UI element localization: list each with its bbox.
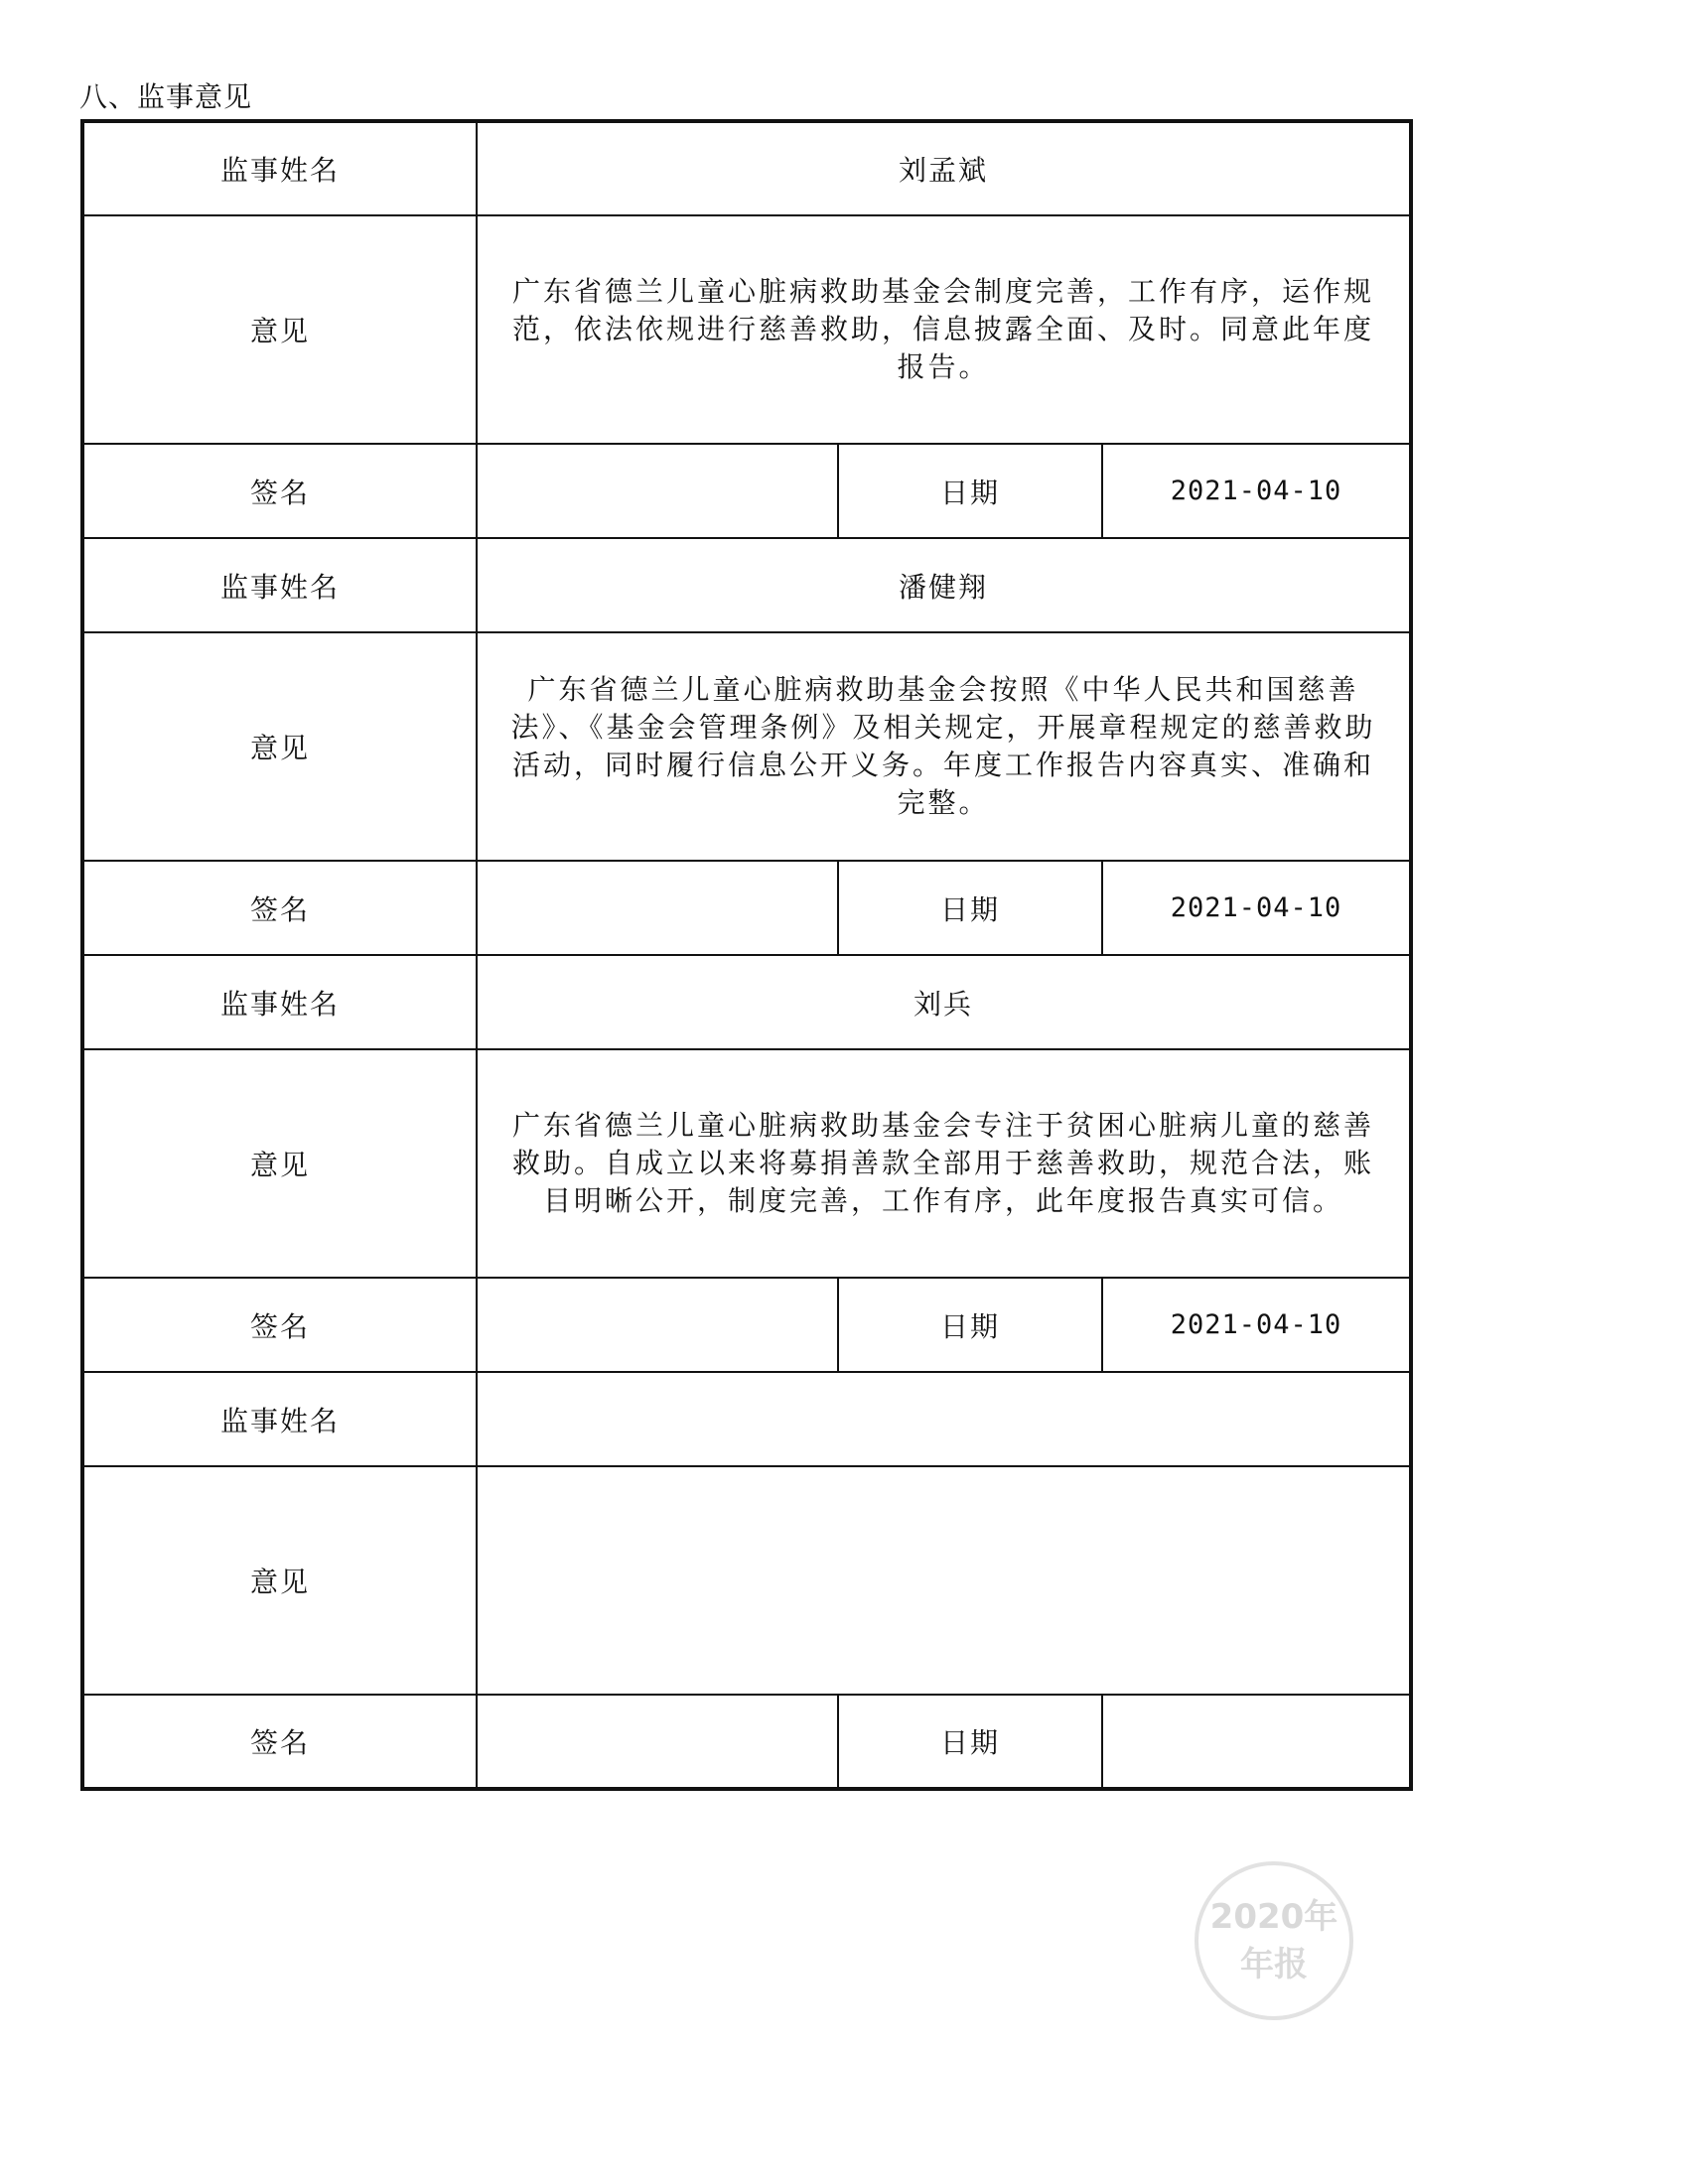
supervisor-name-label: 监事姓名 [82,121,477,215]
supervisor-1-name: 刘孟斌 [477,121,1411,215]
opinion-label: 意见 [82,1049,477,1278]
supervisor-3-date: 2021-04-10 [1102,1278,1411,1372]
signature-label: 签名 [82,444,477,538]
signature-label: 签名 [82,1278,477,1372]
stamp-year-text: 2020年 [1209,1897,1338,1937]
supervisor-4-name [477,1372,1411,1466]
supervisor-2-name: 潘健翔 [477,538,1411,632]
supervisor-2-name-row [82,538,1411,632]
supervisor-name-label: 监事姓名 [82,955,477,1049]
supervisor-1-signature [477,444,838,538]
supervisor-1-date: 2021-04-10 [1102,444,1411,538]
supervisor-4-signature [477,1695,838,1789]
date-label: 日期 [838,861,1102,955]
annual-report-stamp [1195,1861,1353,2020]
date-label: 日期 [838,1695,1102,1789]
supervisor-2-signature [477,861,838,955]
supervisor-2-opinion-row [82,632,1411,861]
opinion-label: 意见 [82,632,477,861]
supervisor-4-opinion [477,1466,1411,1695]
opinion-label: 意见 [82,1466,477,1695]
supervisor-1-sign-row [82,444,1411,538]
supervisor-4-name-row [82,1372,1411,1466]
date-label: 日期 [838,1278,1102,1372]
date-label: 日期 [838,444,1102,538]
supervisor-4-opinion-row [82,1466,1411,1695]
supervisor-2-date: 2021-04-10 [1102,861,1411,955]
supervisor-3-name: 刘兵 [477,955,1411,1049]
supervisor-3-opinion: 广东省德兰儿童心脏病救助基金会专注于贫困心脏病儿童的慈善救助。自成立以来将募捐善款全部用于慈善救助，规范合法，账目明晰公开，制度完善，工作有序，此年度报告真实可信。 [477,1049,1411,1278]
supervisor-2-opinion: 广东省德兰儿童心脏病救助基金会按照《中华人民共和国慈善法》、《基金会管理条例》及相关规定，开展章程规定的慈善救助活动，同时履行信息公开义务。年度工作报告内容真实、准确和完整。 [477,632,1411,861]
supervisor-4-sign-row [82,1695,1411,1789]
supervisor-name-label: 监事姓名 [82,1372,477,1466]
supervisor-opinions-table [80,119,1413,1791]
supervisor-2-sign-row [82,861,1411,955]
supervisor-1-name-row [82,121,1411,215]
supervisor-3-opinion-row [82,1049,1411,1278]
section-title: 八、监事意见 [79,80,253,113]
supervisor-4-date [1102,1695,1411,1789]
supervisor-name-label: 监事姓名 [82,538,477,632]
supervisor-1-opinion-row [82,215,1411,444]
supervisor-3-name-row [82,955,1411,1049]
supervisor-3-signature [477,1278,838,1372]
supervisor-1-opinion: 广东省德兰儿童心脏病救助基金会制度完善，工作有序，运作规范，依法依规进行慈善救助，信息披露全面、及时。同意此年度报告。 [477,215,1411,444]
signature-label: 签名 [82,861,477,955]
stamp-report-text: 年报 [1240,1945,1308,1984]
signature-label: 签名 [82,1695,477,1789]
supervisor-3-sign-row [82,1278,1411,1372]
opinion-label: 意见 [82,215,477,444]
